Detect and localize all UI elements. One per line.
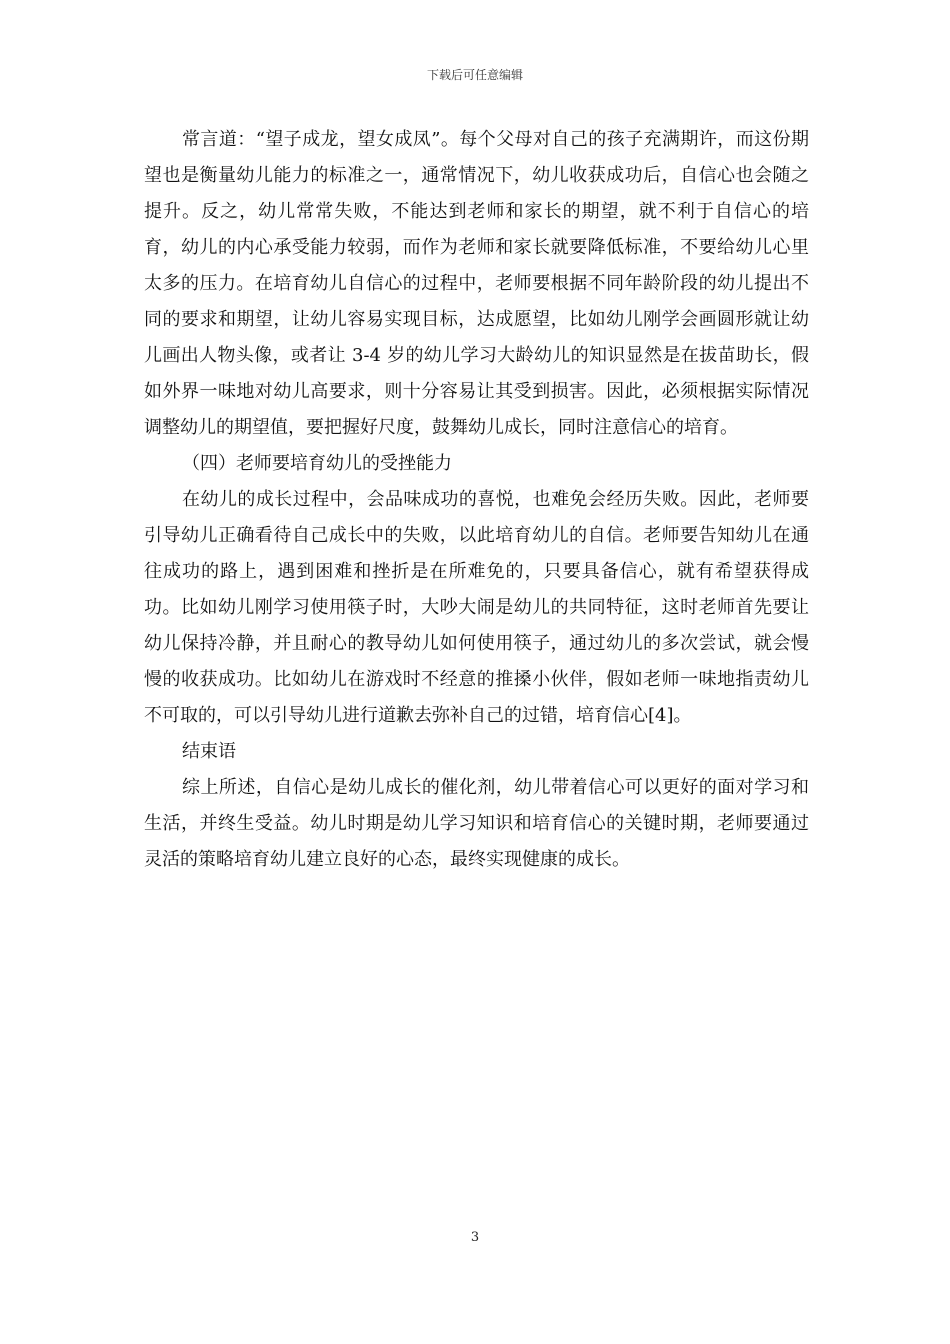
paragraph-conclusion: 综上所述，自信心是幼儿成长的催化剂，幼儿带着信心可以更好的面对学习和生活，并终生受益。幼儿时期是幼儿学习知识和培育信心的关键时期，老师要通过灵活的策略培育幼儿建立良好的心态，最终实现健康的成长。 — [144, 777, 809, 870]
section-heading-frustration: （四）老师要培育幼儿的受挫能力 — [182, 453, 452, 474]
section-heading-conclusion: 结束语 — [182, 741, 236, 762]
page-header: 下载后可任意编辑 — [426, 68, 523, 82]
document-body — [144, 122, 809, 878]
page-number: 3 — [470, 1230, 480, 1245]
paragraph-expectations: 常言道：“望子成龙，望女成凤”。每个父母对自己的孩子充满期许，而这份期望也是衡量幼儿能力的标准之一，通常情况下，幼儿收获成功后，自信心也会随之提升。反之，幼儿常常失败，不能达到老师和家长的期望，就不利于自信心的培育，幼儿的内心承受能力较弱，而作为老师和家长就要降低标准，不要给幼儿心里太多的压力。在培育幼儿自信心的过程中，老师要根据不同年龄阶段的幼儿提出不同的要求和期望，让幼儿容易实现目标，达成愿望，比如幼儿刚学会画圆形就让幼儿画出人物头像，或者让 3-4 岁的幼儿学习大龄幼儿的知识显然是在拔苗助长，假如外界一味地对幼儿高要求，则十分容易让其受到损害。因此，必须根据实际情况调整幼儿的期望值，要把握好尺度，鼓舞幼儿成长，同时注意信心的培育。 — [144, 129, 809, 438]
paragraph-frustration: 在幼儿的成长过程中，会品味成功的喜悦，也难免会经历失败。因此，老师要引导幼儿正确看待自己成长中的失败，以此培育幼儿的自信。老师要告知幼儿在通往成功的路上，遇到困难和挫折是在所难免的，只要具备信心，就有希望获得成功。比如幼儿刚学习使用筷子时，大吵大闹是幼儿的共同特征，这时老师首先要让幼儿保持冷静，并且耐心的教导幼儿如何使用筷子，通过幼儿的多次尝试，就会慢慢的收获成功。比如幼儿在游戏时不经意的推搡小伙伴，假如老师一味地指责幼儿不可取的，可以引导幼儿进行道歉去弥补自己的过错，培育信心[4]。 — [144, 489, 809, 726]
